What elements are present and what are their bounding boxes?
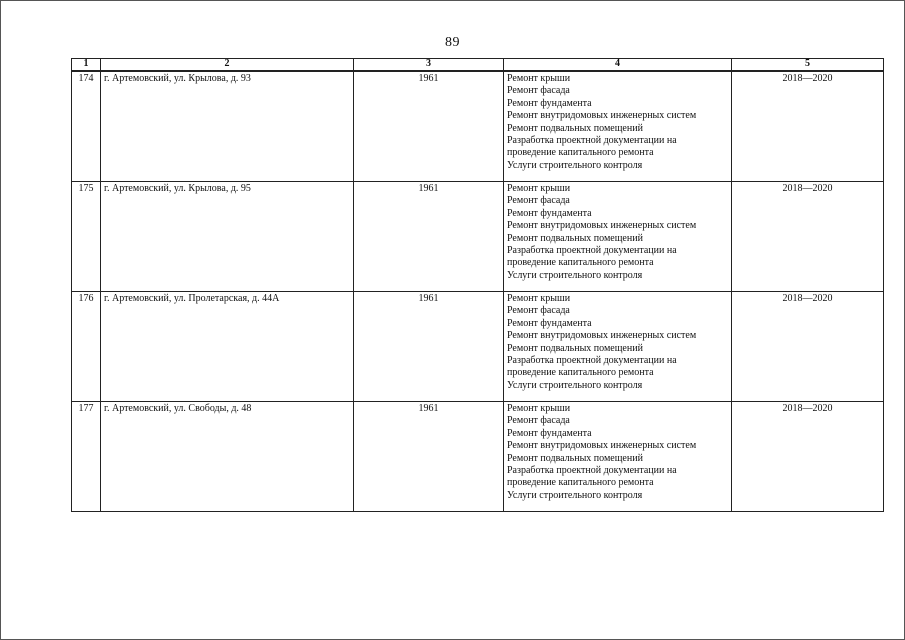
- work-item: Ремонт фасада: [507, 195, 570, 207]
- row-number-cell: 177: [72, 402, 101, 512]
- year-built-cell: 1961: [354, 402, 504, 512]
- work-item: Разработка проектной документации на: [507, 355, 677, 367]
- page-number: 89: [445, 35, 460, 50]
- work-item: Ремонт фундамента: [507, 207, 592, 219]
- work-item: Ремонт крыши: [507, 403, 571, 414]
- column-header-4: 4: [504, 59, 732, 72]
- work-item: Разработка проектной документации на: [507, 465, 677, 477]
- column-header-5: 5: [732, 59, 884, 72]
- work-item: Разработка проектной документации на: [507, 135, 677, 147]
- table-row: [72, 182, 884, 292]
- period-cell: 2018—2020: [732, 402, 884, 512]
- works-list-cell: [504, 182, 732, 292]
- work-item: Ремонт внутридомовых инженерных систем: [507, 110, 697, 122]
- work-item: Ремонт внутридомовых инженерных систем: [507, 440, 697, 452]
- work-item: Ремонт фасада: [507, 85, 570, 97]
- work-item: Ремонт крыши: [507, 293, 571, 304]
- work-item: Услуги строительного контроля: [507, 159, 643, 171]
- work-item: Услуги строительного контроля: [507, 489, 643, 501]
- work-item: Ремонт фундамента: [507, 317, 592, 329]
- work-item: Разработка проектной документации на: [507, 245, 677, 257]
- row-number-cell: 174: [72, 71, 101, 182]
- work-item: Ремонт крыши: [507, 183, 571, 194]
- address-cell: г. Артемовский, ул. Крылова, д. 95: [101, 182, 354, 292]
- row-number-cell: 176: [72, 292, 101, 402]
- work-item: Ремонт фасада: [507, 415, 570, 427]
- work-item: Ремонт фундамента: [507, 97, 592, 109]
- year-built-cell: 1961: [354, 182, 504, 292]
- work-item: Ремонт фасада: [507, 305, 570, 317]
- work-item: Ремонт внутридомовых инженерных систем: [507, 330, 697, 342]
- work-item: проведение капитального ремонта: [507, 477, 654, 489]
- address-cell: г. Артемовский, ул. Свободы, д. 48: [101, 402, 354, 512]
- work-item: Ремонт крыши: [507, 73, 571, 84]
- period-cell: 2018—2020: [732, 292, 884, 402]
- works-list-cell: [504, 71, 732, 182]
- column-header-1: 1: [72, 59, 101, 72]
- work-item: Ремонт фундамента: [507, 427, 592, 439]
- work-item: проведение капитального ремонта: [507, 147, 654, 159]
- works-list-cell: [504, 292, 732, 402]
- repair-schedule-table: [71, 58, 884, 512]
- work-item: Ремонт внутридомовых инженерных систем: [507, 220, 697, 232]
- header-row: [72, 59, 884, 72]
- address-cell: г. Артемовский, ул. Пролетарская, д. 44А: [101, 292, 354, 402]
- column-header-3: 3: [354, 59, 504, 72]
- work-item: Ремонт подвальных помещений: [507, 122, 643, 134]
- column-header-2: 2: [101, 59, 354, 72]
- period-cell: 2018—2020: [732, 182, 884, 292]
- address-cell: г. Артемовский, ул. Крылова, д. 93: [101, 71, 354, 182]
- work-item: Ремонт подвальных помещений: [507, 232, 643, 244]
- table-header: [72, 59, 884, 72]
- work-item: Ремонт подвальных помещений: [507, 342, 643, 354]
- work-item: Ремонт подвальных помещений: [507, 452, 643, 464]
- table-row: [72, 71, 884, 182]
- row-number-cell: 175: [72, 182, 101, 292]
- year-built-cell: 1961: [354, 292, 504, 402]
- work-item: Услуги строительного контроля: [507, 379, 643, 391]
- work-item: проведение капитального ремонта: [507, 257, 654, 269]
- period-cell: 2018—2020: [732, 71, 884, 182]
- work-item: Услуги строительного контроля: [507, 269, 643, 281]
- table-row: [72, 292, 884, 402]
- works-list-cell: [504, 402, 732, 512]
- work-item: проведение капитального ремонта: [507, 367, 654, 379]
- table-body: [72, 71, 884, 512]
- year-built-cell: 1961: [354, 71, 504, 182]
- table-row: [72, 402, 884, 512]
